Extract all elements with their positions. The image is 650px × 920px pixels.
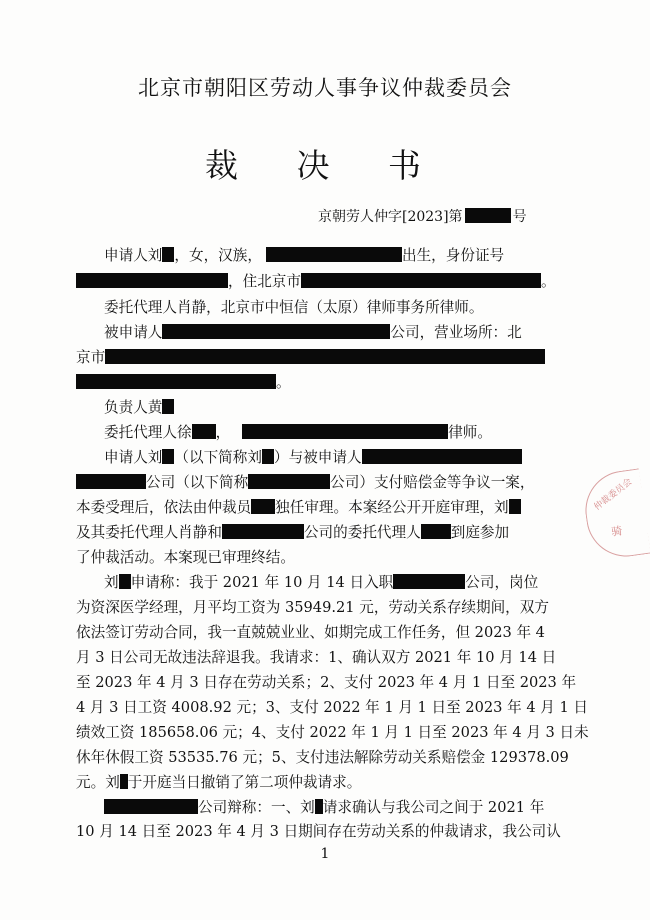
body-line bbox=[104, 246, 504, 266]
body-line bbox=[76, 673, 576, 693]
case-number bbox=[318, 206, 527, 226]
redaction-bar bbox=[315, 799, 323, 814]
page-number: 1 bbox=[320, 846, 330, 862]
redaction-bar bbox=[393, 574, 465, 589]
redaction-bar bbox=[421, 524, 451, 539]
body-line bbox=[104, 423, 492, 443]
text-run: 绩效工资 185658.06 元；4、支付 2022 年 1 月 1 日至 2023 年 4 月 3 日未 bbox=[76, 724, 589, 741]
body-line bbox=[104, 448, 522, 468]
body-line bbox=[104, 573, 538, 593]
text-run: 10 月 14 日至 2023 年 4 月 3 日期间存在劳动关系的仲裁请求，我公司认 bbox=[76, 823, 561, 840]
text-run: 为资深医学经理，月平均工资为 35949.21 元，劳动关系存续期间，双方 bbox=[76, 599, 549, 616]
text-run: ，住北京市 bbox=[228, 273, 301, 290]
text-run: 。 bbox=[540, 273, 556, 290]
body-line bbox=[76, 348, 545, 368]
text-run: 委托代理人徐 bbox=[104, 424, 192, 441]
body-line bbox=[76, 773, 361, 793]
text-run: ，女，汉族， bbox=[174, 247, 262, 264]
body-line bbox=[104, 298, 483, 318]
case-number-suffix: 号 bbox=[512, 209, 527, 225]
issuing-organization: 北京市朝阳区劳动人事争议仲裁委员会 bbox=[138, 76, 512, 100]
body-line bbox=[76, 748, 569, 768]
text-run: 刘 bbox=[104, 574, 119, 591]
redaction-bar bbox=[301, 273, 541, 288]
body-line bbox=[104, 398, 174, 418]
text-run: 元。刘 bbox=[76, 774, 120, 791]
text-run: ， bbox=[215, 424, 231, 441]
redaction-bar bbox=[119, 574, 131, 589]
redaction-bar bbox=[76, 374, 276, 389]
text-run: 出生，身份证号 bbox=[401, 247, 505, 264]
text-run: 及其委托代理人肖静和 bbox=[76, 524, 222, 541]
redaction-bar bbox=[222, 524, 304, 539]
redaction-bar bbox=[105, 349, 545, 364]
body-line bbox=[76, 548, 295, 568]
text-run: 申请称：我于 2021 年 10 月 14 日入职 bbox=[130, 574, 394, 591]
body-line bbox=[76, 822, 561, 842]
redaction-bar bbox=[162, 399, 174, 414]
text-run: 公司辩称：一、刘 bbox=[198, 799, 315, 816]
text-run: （以下简称刘 bbox=[174, 449, 262, 466]
redaction-bar bbox=[120, 774, 128, 789]
body-line bbox=[104, 323, 522, 343]
seal-stamp bbox=[580, 468, 650, 561]
body-line bbox=[76, 698, 588, 718]
text-run: 到庭参加 bbox=[450, 524, 510, 541]
document-title: 裁 决 书 bbox=[205, 146, 445, 185]
text-run: 了仲裁活动。本案现已审理终结。 bbox=[76, 549, 295, 566]
text-run: 申请人刘 bbox=[104, 449, 163, 466]
redaction-bar bbox=[242, 424, 448, 439]
stamp-text: 仲裁委员会 bbox=[592, 477, 635, 513]
body-line bbox=[76, 623, 545, 643]
text-run: 负责人黄 bbox=[104, 399, 163, 416]
body-line bbox=[76, 648, 556, 668]
text-run: 休年休假工资 53535.76 元；5、支付违法解除劳动关系赔偿金 129378.09 bbox=[76, 749, 569, 766]
body-line bbox=[76, 598, 549, 618]
text-run: 月 3 日公司无故违法辞退我。我请求：1、确认双方 2021 年 10 月 14 日 bbox=[76, 649, 557, 666]
text-run: 公司的委托代理人 bbox=[303, 524, 421, 541]
body-line bbox=[76, 473, 535, 493]
stamp-text: 骑 bbox=[610, 524, 624, 539]
text-run: 公司，营业场所：北 bbox=[390, 324, 522, 341]
text-run: 依法签订劳动合同，我一直兢兢业业、如期完成工作任务，但 2023 年 4 bbox=[76, 624, 545, 641]
text-run: 独任审理。本案经公开开庭审理，刘 bbox=[275, 499, 509, 516]
redaction-bar bbox=[76, 273, 228, 288]
text-run: 委托代理人肖静，北京市中恒信（太原）律师事务所律师。 bbox=[104, 299, 484, 316]
body-line bbox=[76, 723, 589, 743]
redaction-bar bbox=[192, 424, 216, 439]
body-line bbox=[76, 373, 291, 393]
redaction-bar bbox=[266, 247, 402, 262]
text-run: 请求确认与我公司之间于 2021 年 bbox=[322, 799, 545, 816]
text-run: 公司）支付赔偿金等争议一案， bbox=[330, 474, 535, 491]
case-number-prefix: 京朝劳人仲字[2023]第 bbox=[318, 209, 463, 225]
text-run: ）与被申请人 bbox=[273, 449, 362, 466]
text-run: 本委受理后，依法由仲裁员 bbox=[76, 499, 252, 516]
body-line bbox=[76, 523, 509, 543]
redaction-bar bbox=[465, 208, 511, 223]
redaction-bar bbox=[76, 474, 146, 489]
redaction-bar bbox=[162, 324, 390, 339]
redaction-bar bbox=[162, 247, 174, 262]
redaction-bar bbox=[251, 499, 275, 514]
redaction-bar bbox=[248, 474, 330, 489]
redaction-bar bbox=[362, 449, 522, 464]
text-run: 于开庭当日撤销了第二项仲裁请求。 bbox=[127, 774, 362, 791]
text-run: 被申请人 bbox=[104, 324, 163, 341]
text-run: 公司，岗位 bbox=[465, 574, 539, 591]
text-run: 律师。 bbox=[448, 424, 492, 441]
redaction-bar bbox=[509, 499, 521, 514]
text-run: 4 月 3 日工资 4008.92 元；3、支付 2022 年 1 月 1 日至 2023 年 4 月 1 日 bbox=[76, 699, 588, 716]
body-line bbox=[76, 272, 556, 292]
body-line bbox=[104, 798, 544, 818]
text-run: 申请人刘 bbox=[104, 247, 163, 264]
text-run: 。 bbox=[276, 374, 291, 391]
text-run: 京市 bbox=[76, 349, 106, 366]
redaction-bar bbox=[262, 449, 274, 464]
redaction-bar bbox=[104, 799, 198, 814]
text-run: 公司（以下简称 bbox=[146, 474, 249, 491]
body-line bbox=[76, 498, 521, 518]
text-run: 至 2023 年 4 月 3 日存在劳动关系；2、支付 2023 年 4 月 1 日至 2023 年 bbox=[76, 674, 577, 691]
redaction-bar bbox=[162, 449, 174, 464]
